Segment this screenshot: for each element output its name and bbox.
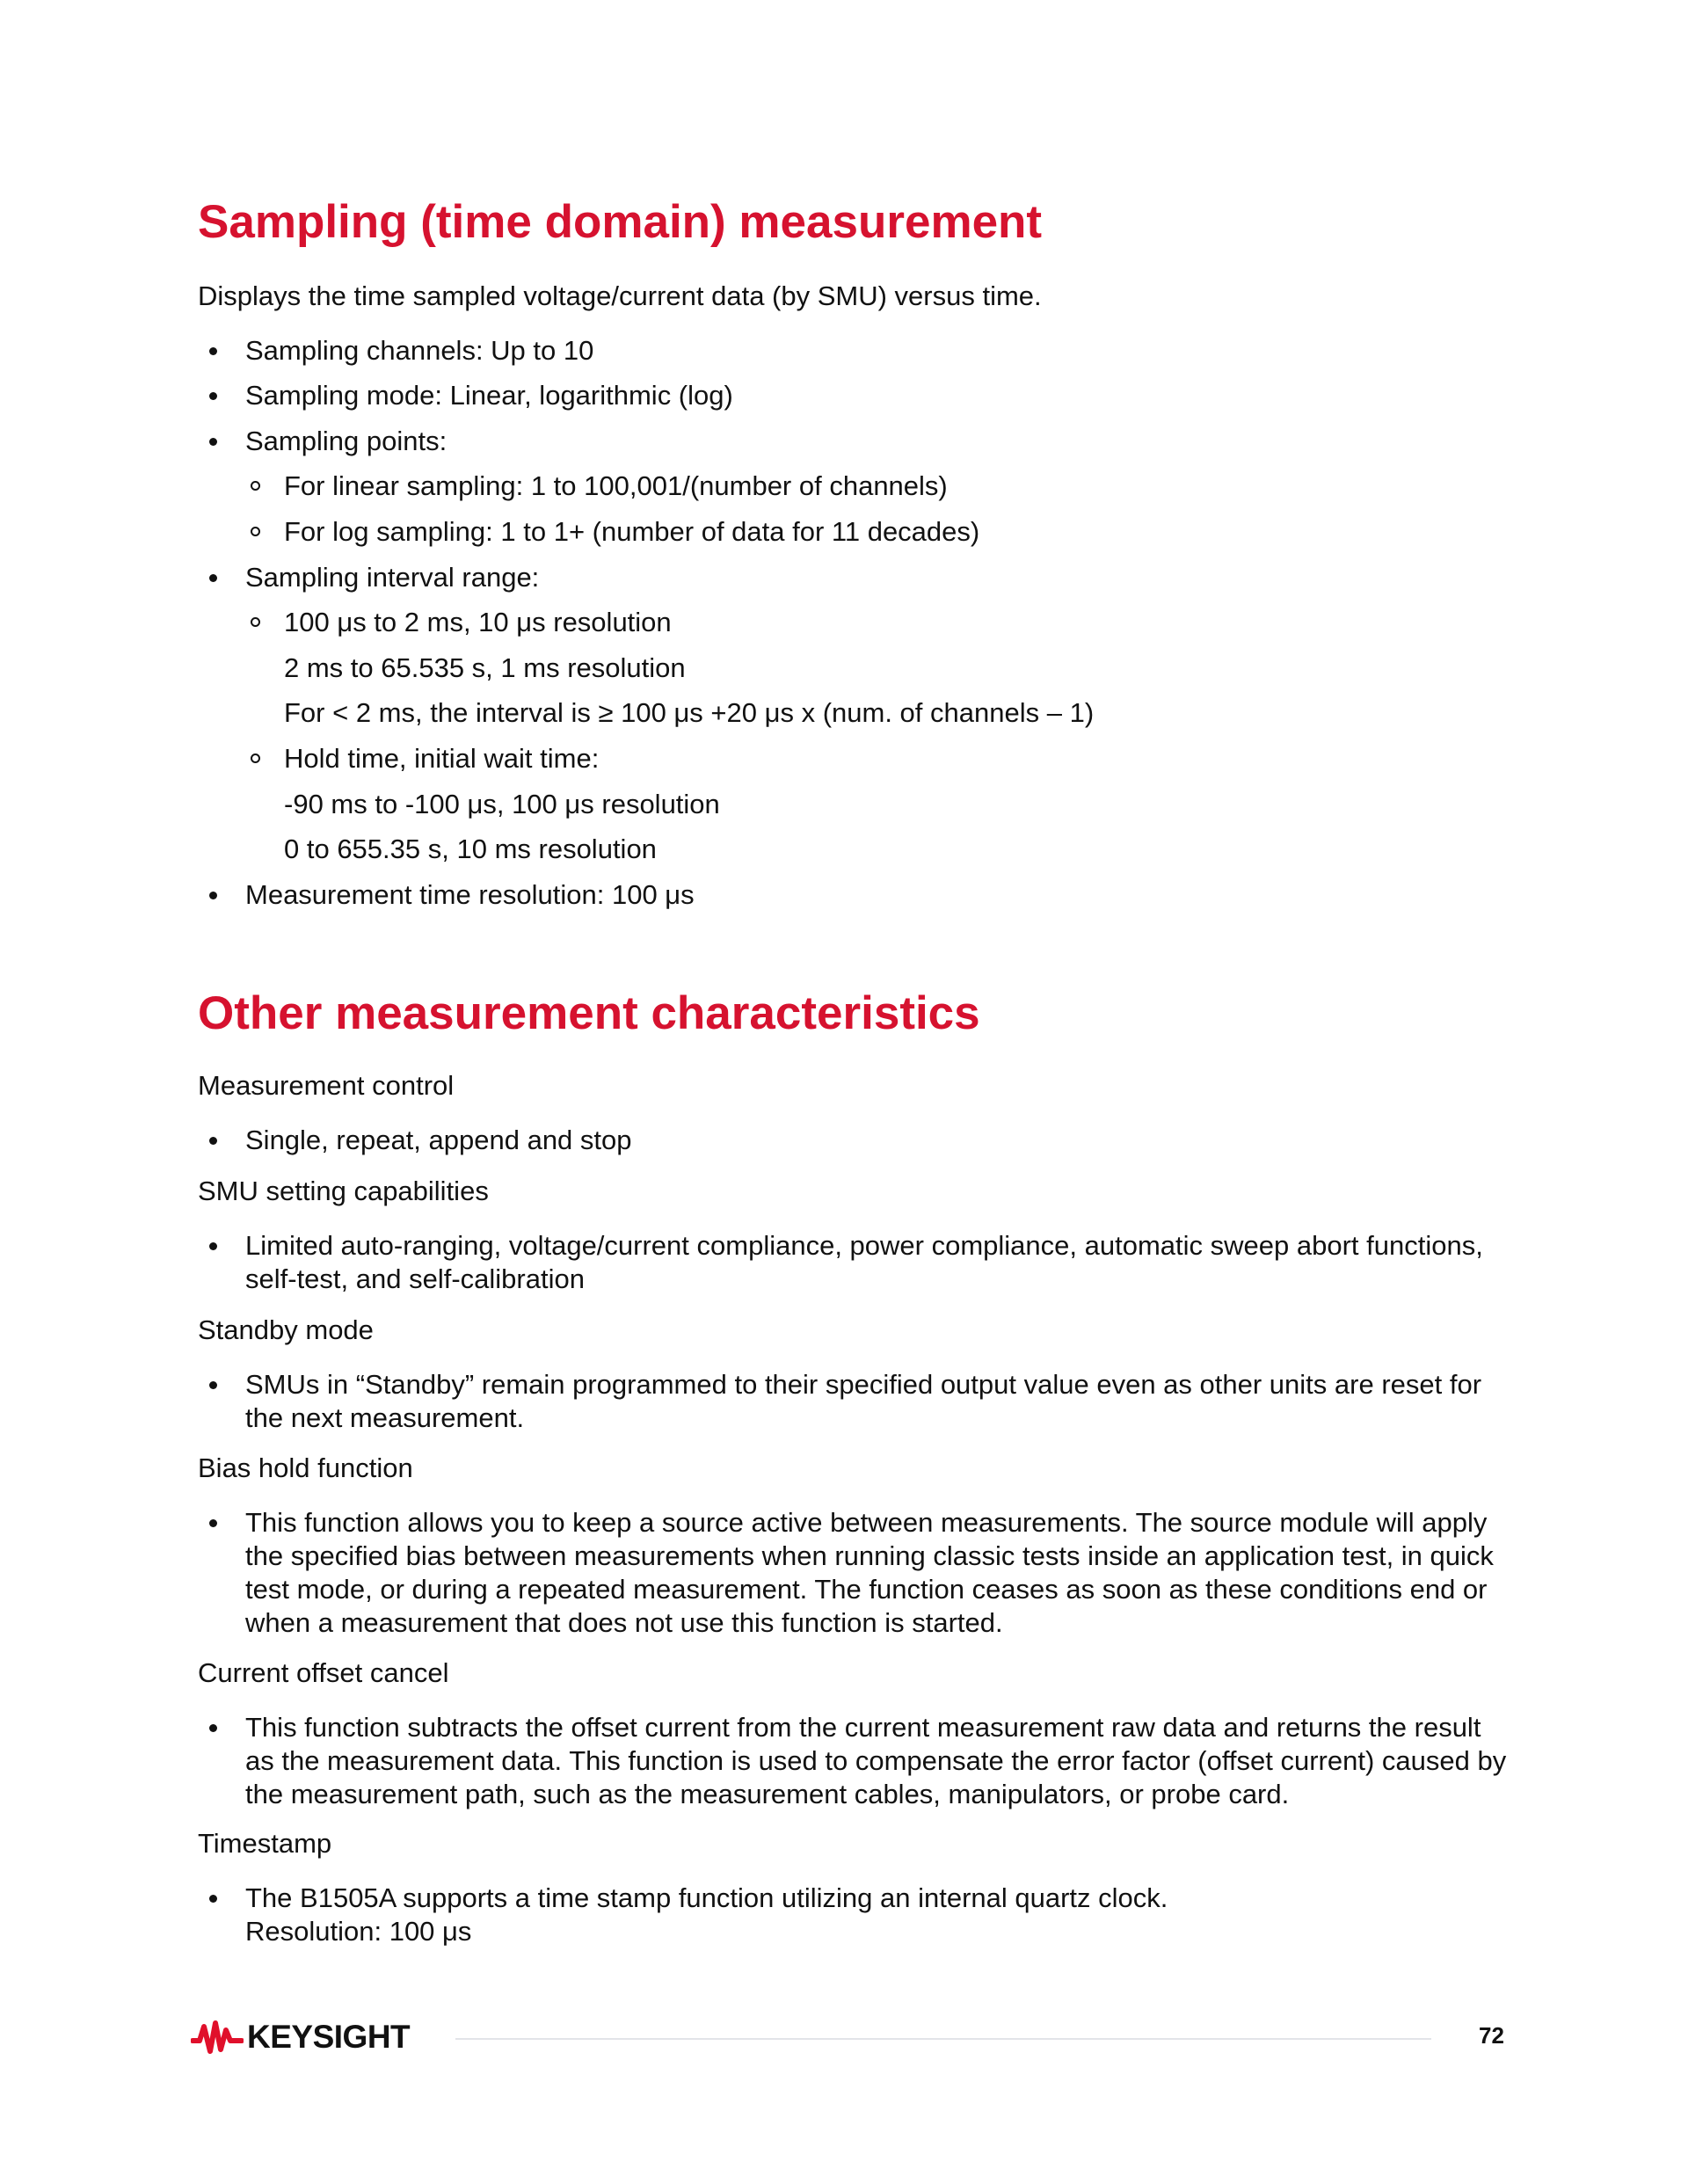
measurement-control-label: Measurement control	[198, 1070, 455, 1101]
current-offset-item: This function subtracts the offset current from the current measurement raw data and returns the result as the measurement data. This function is used to compensate the error factor (offset current) caused by the measurement path, such as the measurement cables, manipulators, or probe card.	[245, 1712, 1507, 1809]
smu-setting-label: SMU setting capabilities	[198, 1176, 489, 1206]
bullet-dot	[209, 574, 217, 582]
timestamp-item-line-1: The B1505A supports a time stamp function utilizing an internal quartz clock.	[245, 1882, 1168, 1913]
bullet-dot	[209, 392, 217, 400]
bullet-circle	[251, 527, 260, 536]
sampling-hold-line-2: 0 to 655.35 s, 10 ms resolution	[284, 834, 657, 864]
bullet-circle	[251, 481, 260, 491]
bullet-circle	[251, 617, 260, 627]
bullet-dot	[209, 1724, 217, 1732]
sampling-time-resolution-item: Measurement time resolution: 100 μs	[245, 879, 695, 910]
footer-divider	[455, 2038, 1431, 2040]
measurement-control-item: Single, repeat, append and stop	[245, 1125, 632, 1155]
sampling-interval-line-3: For < 2 ms, the interval is ≥ 100 μs +20 μs x (num. of channels – 1)	[284, 697, 1095, 728]
sampling-channels-item: Sampling channels: Up to 10	[245, 335, 594, 366]
bullet-dot	[209, 1137, 217, 1145]
keysight-logo	[191, 2017, 410, 2057]
current-offset-label: Current offset cancel	[198, 1657, 449, 1688]
bullet-dot	[209, 438, 217, 446]
bullet-dot	[209, 347, 217, 355]
section-heading-other: Other measurement characteristics	[198, 987, 980, 1039]
sampling-interval-line-1: 100 μs to 2 ms, 10 μs resolution	[284, 607, 672, 637]
sampling-interval-line-2: 2 ms to 65.535 s, 1 ms resolution	[284, 652, 686, 683]
bullet-circle	[251, 753, 260, 763]
keysight-brand-text: KEYSIGHT	[247, 2019, 411, 2055]
sampling-hold-line-1: -90 ms to -100 μs, 100 μs resolution	[284, 789, 720, 819]
bullet-dot	[209, 1242, 217, 1250]
sampling-points-log: For log sampling: 1 to 1+ (number of data for 11 decades)	[284, 516, 980, 547]
keysight-waveform-icon	[191, 2018, 244, 2057]
smu-setting-item: Limited auto-ranging, voltage/current compliance, power compliance, automatic sweep abort functions, self-test, and self-calibration	[245, 1230, 1483, 1294]
timestamp-label: Timestamp	[198, 1828, 332, 1859]
bullet-dot	[209, 1381, 217, 1389]
bias-hold-item: This function allows you to keep a source active between measurements. The source module will apply the specified bias between measurements when running classic tests inside an application test, in quick test mode, or during a repeated measurement. The function ceases as soon as these conditions end or when a measurement that does not use this function is started.	[245, 1507, 1494, 1638]
bullet-dot	[209, 892, 217, 899]
page-number: 72	[1479, 2022, 1504, 2049]
timestamp-item-line-2: Resolution: 100 μs	[245, 1916, 472, 1947]
standby-mode-item: SMUs in “Standby” remain programmed to their specified output value even as other units are reset for the next measurement.	[245, 1369, 1482, 1433]
sampling-mode-item: Sampling mode: Linear, logarithmic (log)	[245, 380, 733, 411]
sampling-hold-item: Hold time, initial wait time:	[284, 743, 600, 774]
bullet-dot	[209, 1895, 217, 1903]
bullet-dot	[209, 1519, 217, 1527]
bias-hold-label: Bias hold function	[198, 1452, 413, 1483]
sampling-interval-item: Sampling interval range:	[245, 562, 540, 593]
standby-mode-label: Standby mode	[198, 1314, 374, 1345]
sampling-points-linear: For linear sampling: 1 to 100,001/(number of channels)	[284, 470, 948, 501]
sampling-points-item: Sampling points:	[245, 426, 447, 456]
sampling-intro: Displays the time sampled voltage/current data (by SMU) versus time.	[198, 280, 1042, 311]
section-heading-sampling: Sampling (time domain) measurement	[198, 196, 1043, 248]
